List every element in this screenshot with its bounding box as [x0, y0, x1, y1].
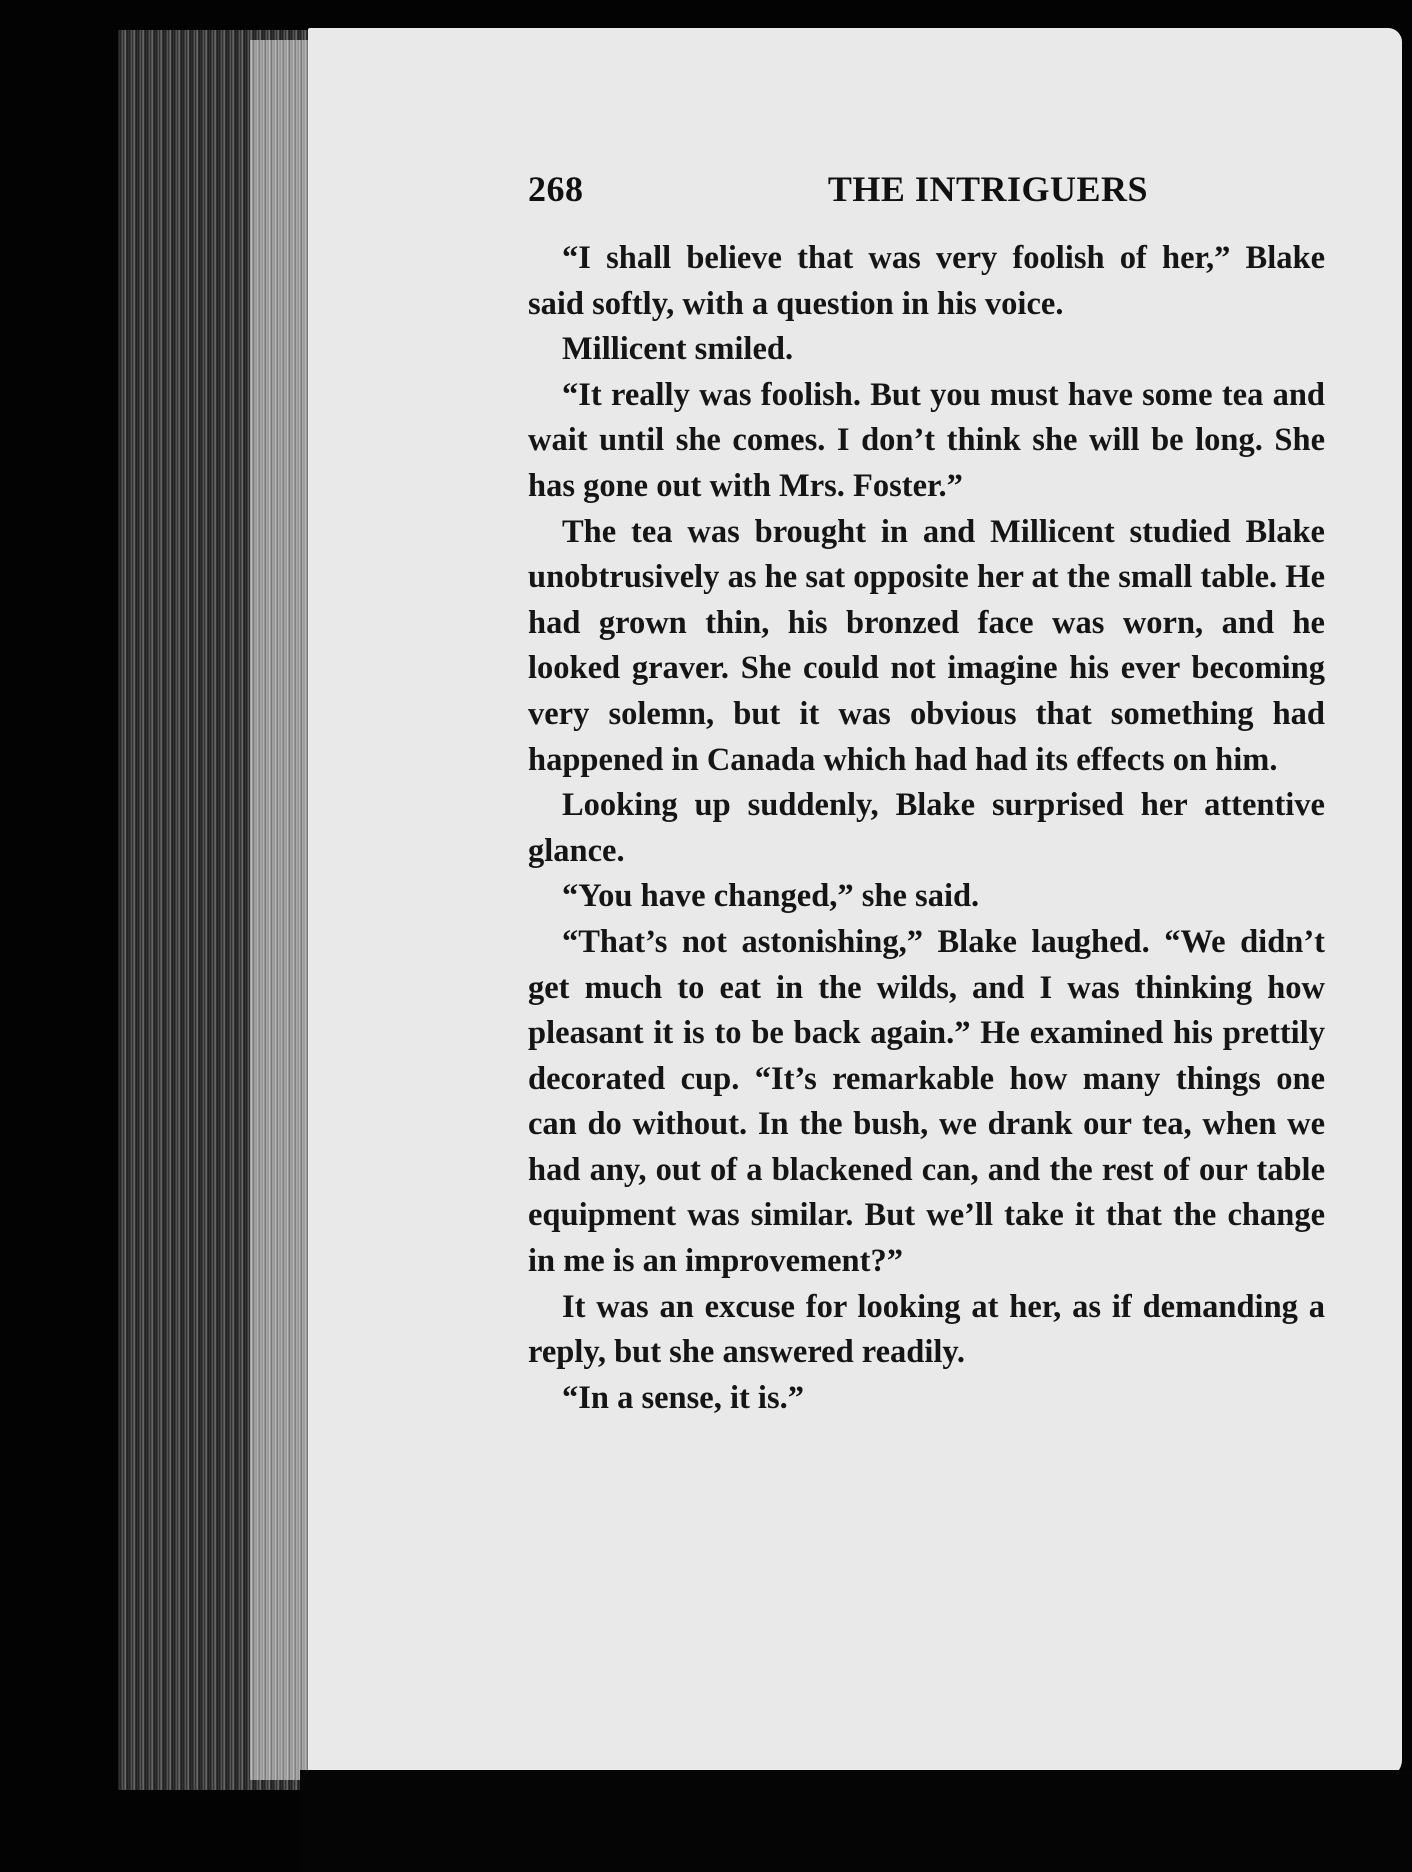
paragraph: The tea was brought in and Millicent studied Blake unobtrusively as he sat opposite her at the small table. He had grown thin, his bronzed face was worn, and he looked graver. She could not imagine his ever becoming very solemn, but it was obvious that something had happened in Canada which had had its effects on him.	[528, 513, 1325, 778]
paragraph: “It really was foolish. But you must have some tea and wait until she comes. I don’t think she will be long. She has gone out with Mrs. Foster.”	[528, 376, 1325, 504]
paragraph: “You have changed,” she said.	[562, 878, 980, 915]
page-number: 268	[528, 169, 584, 209]
bottom-shadow	[300, 1770, 1412, 1872]
paragraph: “I shall believe that was very foolish of her,” Blake said softly, with a question in his voice.	[528, 240, 1325, 322]
page-header	[528, 168, 1148, 218]
paragraph: Looking up suddenly, Blake surprised her attentive glance.	[528, 787, 1325, 869]
paragraph: Millicent smiled.	[562, 331, 794, 368]
paragraph: It was an excuse for looking at her, as if demanding a reply, but she answered readily.	[528, 1288, 1325, 1371]
paragraph: “That’s not astonishing,” Blake laughed. “We didn’t get much to eat in the wilds, and I was thinking how pleasant it is to be back again.” He examined his prettily decorated cup. “It’s remarkable how many things one can do without. In the bush, we drank our tea, when we had any, out of a blackened can, and the rest of our table equipment was similar. But we’ll take it that the change in me is an improvement?”	[528, 923, 1325, 1280]
running-title: THE INTRIGUERS	[827, 169, 1148, 209]
paragraph: “In a sense, it is.”	[562, 1379, 804, 1416]
page-body	[528, 236, 1325, 1421]
